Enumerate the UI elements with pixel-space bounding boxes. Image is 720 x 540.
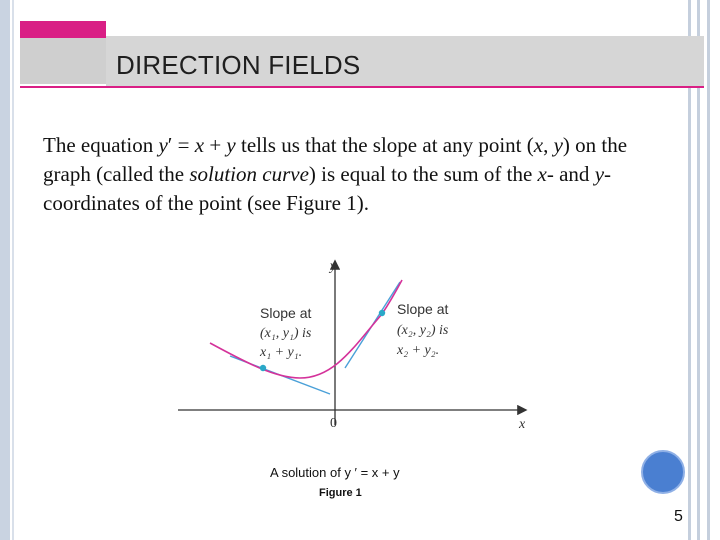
body-var: y [594, 162, 605, 186]
body-text: The equation [43, 133, 159, 157]
body-text: , [543, 133, 554, 157]
right-annotation-line: x₂ + y₂. [397, 343, 440, 358]
point-1 [260, 365, 266, 371]
body-text: tells us that the slope at any point ( [235, 133, 534, 157]
left-annotation-line: x₁ + y₁. [260, 345, 303, 360]
body-var: x [537, 162, 547, 186]
right-annotation-line: Slope at [397, 301, 449, 317]
body-emphasis: solution curve [189, 162, 309, 186]
right-annotation [396, 301, 452, 358]
right-annotation-line: (x₂, y₂) is [397, 323, 449, 338]
figure-label: Figure 1 [319, 487, 362, 499]
right-border-3 [707, 0, 710, 540]
slide-title: DIRECTION FIELDS [116, 50, 361, 80]
figure-caption: A solution of y ′ = x + y [270, 465, 400, 480]
body-text: ′ = [167, 133, 195, 157]
body-text: -coordinates of the point (see Figure 1). [43, 162, 612, 215]
body-var: y [226, 133, 236, 157]
x-axis-label: x [519, 417, 526, 432]
body-var: y [553, 133, 563, 157]
origin-label: 0 [330, 416, 337, 431]
body-var: x [533, 133, 544, 157]
left-border [0, 0, 10, 540]
title-underline [20, 86, 704, 88]
y-axis-label: y [330, 259, 337, 274]
page-number: 5 [674, 508, 683, 525]
solution-curve-figure [170, 250, 540, 440]
point-2 [379, 310, 385, 316]
body-paragraph [43, 131, 643, 218]
body-var: y [158, 133, 168, 157]
body-var: x [194, 133, 205, 157]
body-text: - and [546, 162, 595, 186]
left-border-line [12, 0, 14, 540]
left-annotation-line: (x₁, y₁) is [260, 326, 312, 341]
body-text: + [204, 133, 227, 157]
body-text: ) on the graph (called the [43, 133, 628, 186]
page-badge [641, 450, 685, 494]
left-annotation-line: Slope at [260, 305, 312, 321]
left-annotation [259, 305, 315, 360]
body-text: ) is equal to the sum of the [308, 162, 538, 186]
